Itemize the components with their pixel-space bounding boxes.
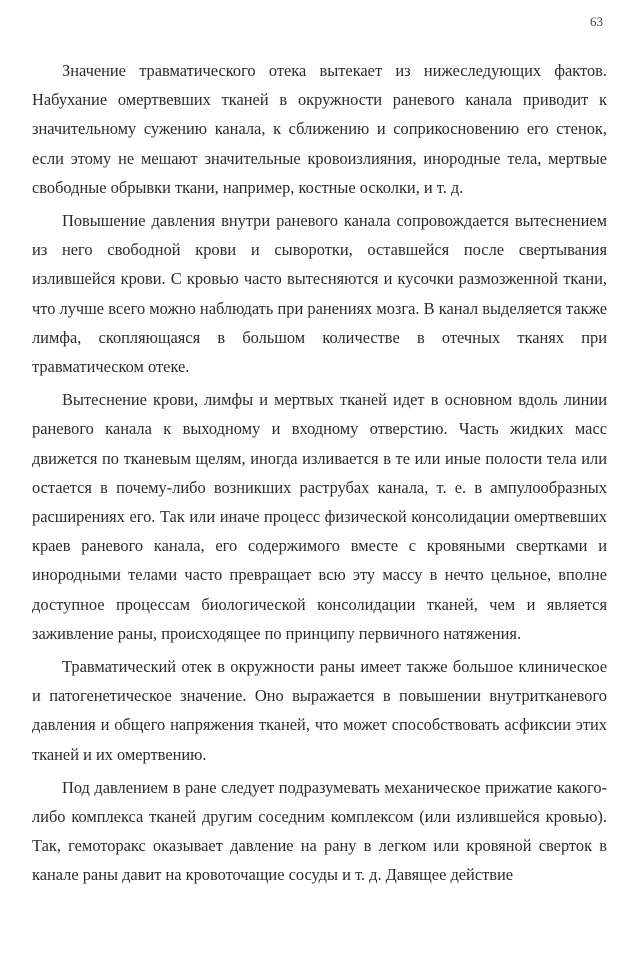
paragraph-pressure-increase: Повышение давления внутри раневого канала сопровождается вытеснением из него свободной крови и сыворотки, оставшейся после свертывания излившейся крови. С кровью часто вытесняются и кусочки размозженной ткани, что лучше всего можно наблюдать при ранениях мозга. В канал выделяется также лимфа, скопляющаяся в большом количестве в отечных тканях при травматическом отеке. bbox=[32, 211, 607, 377]
paragraph-traumatic-edema-significance: Значение травматического отека вытекает из нижеследующих фактов. Набухание омертвевших тканей в окружности раневого канала приводит к значительному сужению канала, к сближению и соприкосновению его стенок, если этому не мешают значительные кровоизлияния, инородные тела, мертвые свободные обрывки ткани, например, костные осколки, и т. д. bbox=[32, 61, 607, 197]
body-text bbox=[32, 56, 607, 890]
page-number: 63 bbox=[590, 14, 603, 29]
paragraph-clinical-significance: Травматический отек в окружности раны имеет также большое клиническое и патогенетическое значение. Оно выражается в повышении внутритканевого давления и общего напряжения тканей, что может способствовать асфиксии этих тканей и их омертвению. bbox=[32, 657, 607, 764]
paragraph-displacement: Вытеснение крови, лимфы и мертвых тканей идет в основном вдоль линии раневого канала к выходному и входному отверстию. Часть жидких масс движется по тканевым щелям, иногда изливается в те или иные полости тела или остается в почему-либо возникших раструбах канала, т. е. в ампулообразных расширениях его. Так или иначе процесс физической консолидации омертвевших краев раневого канала, его содержимого вместе с кровяными свертками и инородными телами часто превращает всю эту массу в нечто цельное, вполне доступное процессам биологической консолидации тканей, чем и является заживление раны, происходящее по принципу первичного натяжения. bbox=[32, 390, 607, 643]
paragraph-wound-pressure: Под давлением в ране следует подразумевать механическое прижатие какого-либо комплекса тканей другим соседним комплексом (или излившейся кровью). Так, гемоторакс оказывает давление на рану в легком или кровяной сверток в канале раны давит на кровоточащие сосуды и т. д. Давящее действие bbox=[32, 777, 607, 885]
